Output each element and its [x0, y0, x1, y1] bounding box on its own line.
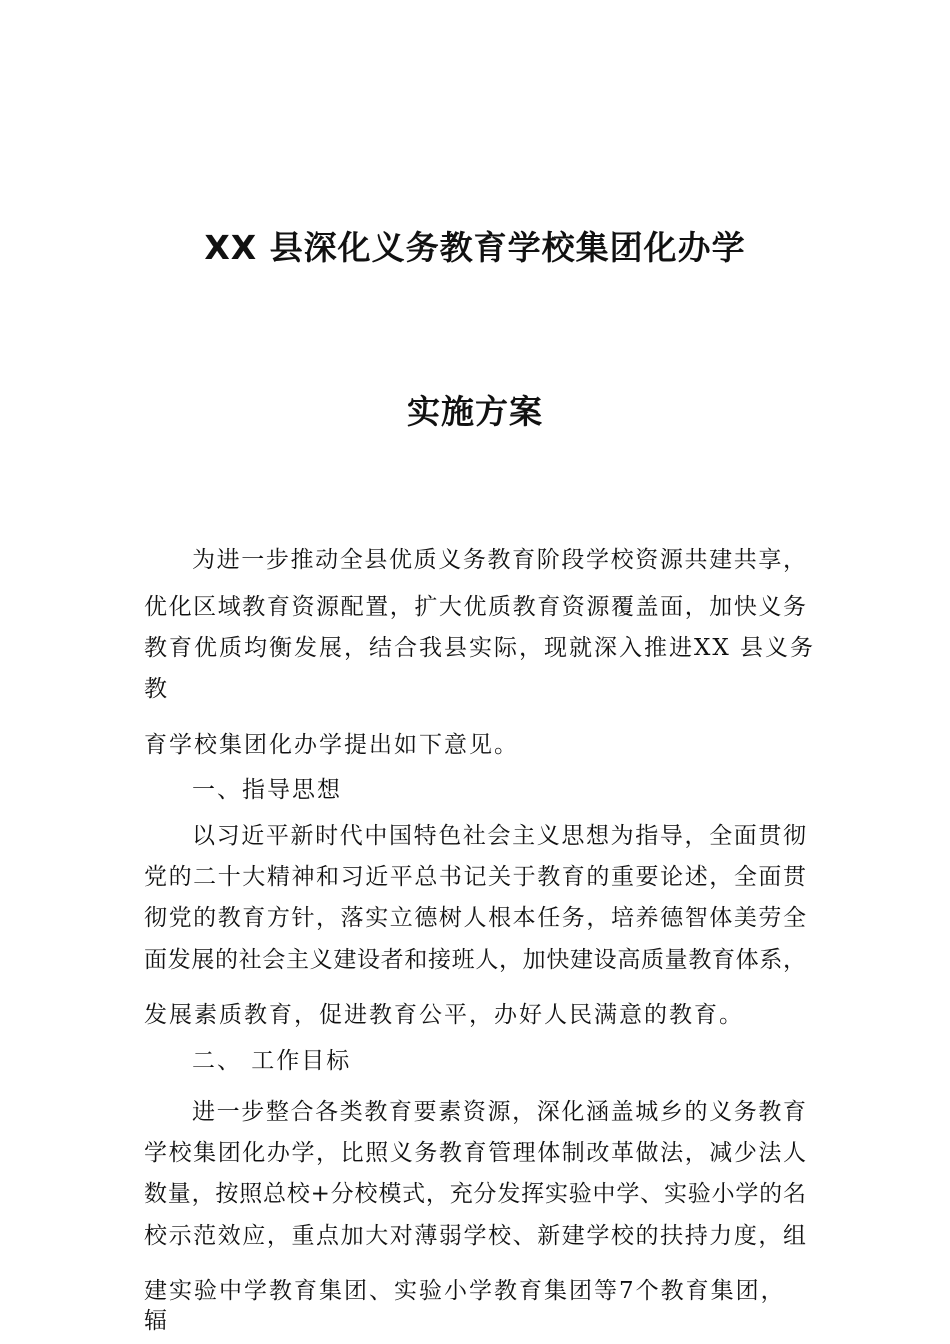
- paragraph-line: 数量，按照总校+分校模式，充分发挥实验中学、实验小学的名: [144, 1181, 806, 1207]
- paragraph-line: 为进一步推动全县优质义务教育阶段学校资源共建共享，: [192, 547, 806, 573]
- document-title-line-2: 实施方案: [407, 392, 543, 431]
- paragraph-line: 教育优质均衡发展，结合我县实际，现就深入推进XX 县义务: [144, 635, 816, 661]
- section-heading: 一、指导思想: [192, 777, 342, 803]
- paragraph-line: 教: [144, 676, 169, 702]
- paragraph-line: 优化区域教育资源配置，扩大优质教育资源覆盖面，加快义务: [144, 594, 806, 620]
- paragraph-line: 建实验中学教育集团、实验小学教育集团等7个教育集团，: [144, 1278, 786, 1304]
- paragraph-line: 进一步整合各类教育要素资源，深化涵盖城乡的义务教育: [192, 1099, 806, 1125]
- section-heading: 二、 工作目标: [192, 1048, 352, 1074]
- paragraph-line: 党的二十大精神和习近平总书记关于教育的重要论述，全面贯: [144, 864, 806, 890]
- paragraph-line: 发展素质教育，促进教育公平，办好人民满意的教育。: [144, 1002, 744, 1028]
- paragraph-line: 校示范效应，重点加大对薄弱学校、新建学校的扶持力度，组: [144, 1223, 806, 1249]
- paragraph-line: 以习近平新时代中国特色社会主义思想为指导，全面贯彻: [192, 823, 806, 849]
- paragraph-line: 学校集团化办学，比照义务教育管理体制改革做法，减少法人: [144, 1140, 806, 1166]
- paragraph-line: 面发展的社会主义建设者和接班人，加快建设高质量教育体系，: [144, 947, 806, 973]
- paragraph-line: 辐: [144, 1308, 169, 1334]
- paragraph-line: 育学校集团化办学提出如下意见。: [144, 732, 519, 758]
- paragraph-line: 彻党的教育方针，落实立德树人根本任务，培养德智体美劳全: [144, 905, 806, 931]
- document-title-line-1: XX 县深化义务教育学校集团化办学: [204, 228, 746, 267]
